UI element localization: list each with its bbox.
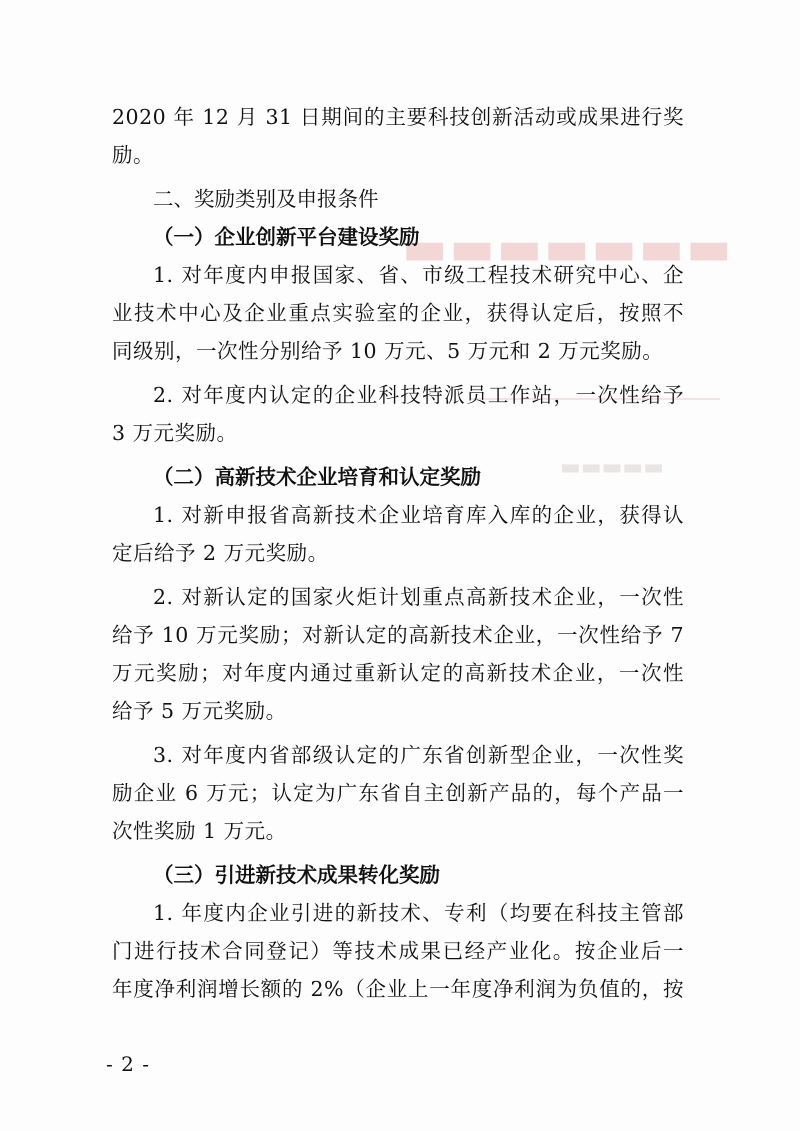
text-line: 3 万元奖励。 [112, 421, 238, 445]
subsection-title: （三）引进新技术成果转化奖励 [153, 863, 440, 887]
text-line: 给予 10 万元奖励；对新认定的高新技术企业，一次性给予 7 [112, 623, 684, 647]
text-line: 给予 5 万元奖励。 [112, 699, 287, 723]
text-line: 定后给予 2 万元奖励。 [112, 541, 329, 565]
text-line: 业技术中心及企业重点实验室的企业，获得认定后，按照不 [112, 301, 684, 325]
text-line: 次性奖励 1 万元。 [112, 819, 287, 843]
document-body [112, 98, 684, 1014]
text-line: 励。 [112, 143, 154, 167]
subsection-title: （一）企业创新平台建设奖励 [153, 225, 420, 249]
text-line: 1. 对新申报省高新技术企业培育库入库的企业，获得认 [153, 503, 684, 527]
text-line: 年度净利润增长额的 2%（企业上一年度净利润为负值的，按 [112, 977, 684, 1001]
page-number: - 2 - [106, 1052, 150, 1076]
paragraph [112, 256, 684, 370]
text-line: 万元奖励；对年度内通过重新认定的高新技术企业，一次性 [112, 661, 684, 685]
paragraph [112, 736, 684, 850]
paragraph [112, 496, 684, 572]
text-line: 门进行技术合同登记）等技术成果已经产业化。按企业后一 [112, 939, 684, 963]
paragraph [112, 578, 684, 730]
text-line: 1. 对年度内申报国家、省、市级工程技术研究中心、企 [153, 263, 684, 287]
bleed-through-mark: ▬▬▬▬▬▬▬ [400, 220, 732, 276]
text-line: 3. 对年度内省部级认定的广东省创新型企业，一次性奖 [153, 743, 684, 767]
bleed-through-mark-small: ▬▬▬▬▬ [560, 455, 664, 480]
intro-paragraph [112, 98, 684, 174]
section-heading: 二、奖励类别及申报条件 [153, 187, 379, 211]
subsection-title: （二）高新技术企业培育和认定奖励 [153, 465, 481, 489]
paragraph [112, 894, 684, 1008]
text-line: 1. 年度内企业引进的新技术、专利（均要在科技主管部 [153, 901, 684, 925]
text-line: 同级别，一次性分别给予 10 万元、5 万元和 2 万元奖励。 [112, 339, 664, 363]
text-line: 2. 对新认定的国家火炬计划重点高新技术企业，一次性 [153, 585, 684, 609]
text-line: 2020 年 12 月 31 日期间的主要科技创新活动或成果进行奖 [112, 105, 684, 129]
text-line: 励企业 6 万元；认定为广东省自主创新产品的，每个产品一 [112, 781, 684, 805]
text-line: 2. 对年度内认定的企业科技特派员工作站，一次性给予 [153, 383, 684, 407]
paragraph [112, 376, 684, 452]
